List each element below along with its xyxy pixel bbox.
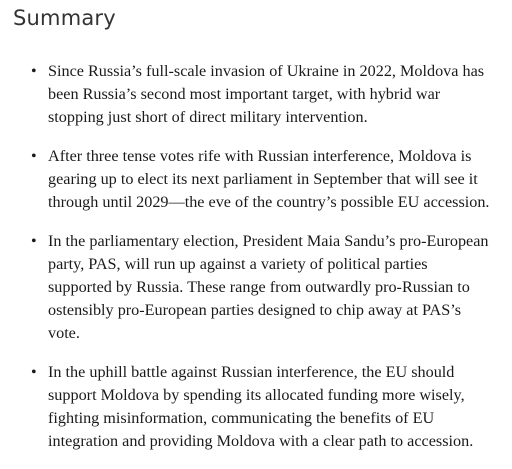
summary-bullet-text: After three tense votes rife with Russian interference, Moldova is gearing up to elect its next parliament in September that will see it through until 2029—the eve of the country’s possible EU accession. [48,147,490,211]
bullet-icon: • [31,233,37,250]
summary-bullet-text: In the uphill battle against Russian interference, the EU should support Moldova by spending its allocated funding more wisely, fighting misinformation, communicating the benefits of EU integration and providing Moldova with a clear path to accession. [48,363,474,450]
summary-bullet-list [0,60,512,469]
summary-bullet-item [0,230,512,345]
summary-bullet-item [0,361,512,453]
summary-bullet-text: In the parliamentary election, President Maia Sandu’s pro-European party, PAS, will run up against a variety of political parties supported by Russia. These range from outwardly pro-Russian to ostensibly pro-European parties designed to chip away at PAS’s vote. [48,232,489,342]
summary-heading: Summary [13,6,116,30]
summary-bullet-text: Since Russia’s full-scale invasion of Ukraine in 2022, Moldova has been Russia’s second most important target, with hybrid war stopping just short of direct military intervention. [48,62,485,126]
bullet-icon: • [31,148,37,165]
summary-bullet-item [0,145,512,214]
bullet-icon: • [31,364,37,381]
summary-bullet-item [0,60,512,129]
bullet-icon: • [31,63,37,80]
